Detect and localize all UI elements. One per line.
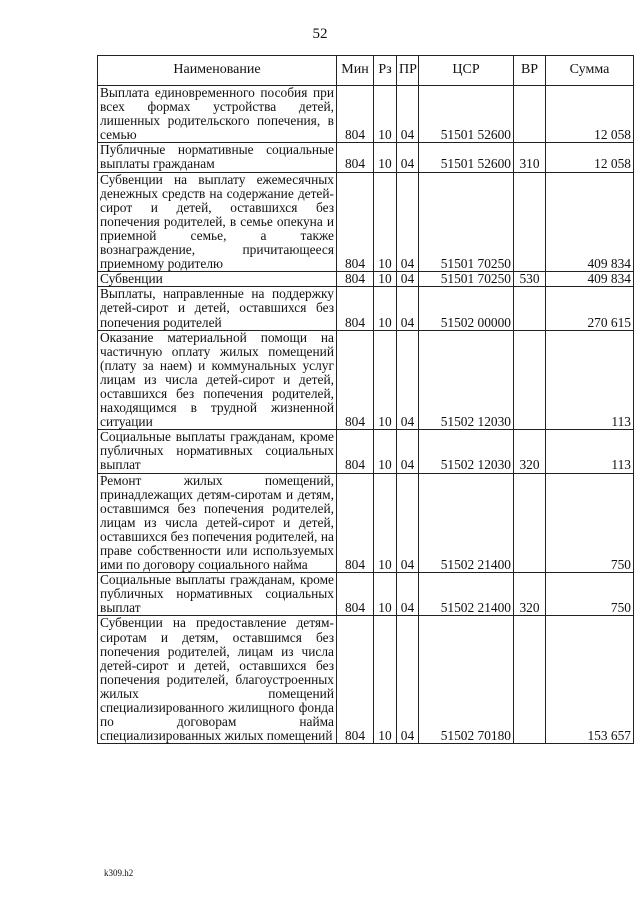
row-csr: 51501 70250 (419, 172, 514, 272)
row-csr: 51502 21400 (419, 473, 514, 573)
table-row (98, 330, 634, 430)
row-name: Публичные нормативные социальные выплаты гражданам (98, 143, 337, 172)
row-csr: 51502 00000 (419, 287, 514, 330)
row-rz: 10 (374, 172, 397, 272)
row-sum: 750 (546, 473, 634, 573)
row-sum: 12 058 (546, 143, 634, 172)
row-csr: 51501 70250 (419, 272, 514, 287)
row-sum: 750 (546, 573, 634, 616)
page-number: 52 (312, 26, 328, 42)
row-rz: 10 (374, 86, 397, 143)
row-rz: 10 (374, 430, 397, 473)
table-header-row (98, 56, 634, 86)
table-row (98, 172, 634, 272)
row-name: Субвенции (98, 272, 337, 287)
row-vr: 320 (514, 573, 546, 616)
row-sum: 409 834 (546, 172, 634, 272)
header-rz: Рз (374, 56, 397, 86)
row-vr (514, 172, 546, 272)
table-row (98, 473, 634, 573)
row-csr: 51502 12030 (419, 330, 514, 430)
row-name: Оказание материальной помощи на частичную оплату жилых помещений (плату за наем) и коммунальных услуг лицам из числа детей-сирот и детей, оставшихся без попечения родителей, находящимся в трудной жизненной ситуации (98, 330, 337, 430)
row-pr: 04 (397, 330, 419, 430)
row-sum: 12 058 (546, 86, 634, 143)
row-pr: 04 (397, 172, 419, 272)
row-rz: 10 (374, 473, 397, 573)
row-min: 804 (337, 86, 374, 143)
row-name: Выплаты, направленные на поддержку детей-сирот и детей, оставшихся без попечения родителей (98, 287, 337, 330)
budget-table (97, 55, 634, 744)
row-sum: 153 657 (546, 616, 634, 744)
row-sum: 409 834 (546, 272, 634, 287)
header-name: Наименование (98, 56, 337, 86)
row-name: Выплата единовременного пособия при всех формах устройства детей, лишенных родительского попечения, в семью (98, 86, 337, 143)
row-rz: 10 (374, 573, 397, 616)
row-vr (514, 330, 546, 430)
table-row (98, 272, 634, 287)
header-vr: ВР (514, 56, 546, 86)
row-min: 804 (337, 616, 374, 744)
row-pr: 04 (397, 272, 419, 287)
row-pr: 04 (397, 430, 419, 473)
table-row (98, 430, 634, 473)
row-name: Субвенции на выплату ежемесячных денежных средств на содержание детей-сирот и детей, оставшихся без попечения родителей, в семье опекуна и приемной семье, а также вознаграждение, причитающееся приемному родителю (98, 172, 337, 272)
row-rz: 10 (374, 143, 397, 172)
table-row (98, 616, 634, 744)
row-vr: 320 (514, 430, 546, 473)
row-vr (514, 287, 546, 330)
row-csr: 51502 70180 (419, 616, 514, 744)
header-pr: ПР (397, 56, 419, 86)
table-row (98, 573, 634, 616)
row-csr: 51501 52600 (419, 86, 514, 143)
row-min: 804 (337, 473, 374, 573)
header-csr: ЦСР (419, 56, 514, 86)
row-sum: 270 615 (546, 287, 634, 330)
row-pr: 04 (397, 573, 419, 616)
table-row (98, 86, 634, 143)
row-vr (514, 86, 546, 143)
row-min: 804 (337, 272, 374, 287)
row-min: 804 (337, 172, 374, 272)
row-vr (514, 473, 546, 573)
row-min: 804 (337, 143, 374, 172)
row-name: Социальные выплаты гражданам, кроме публичных нормативных социальных выплат (98, 430, 337, 473)
row-csr: 51502 21400 (419, 573, 514, 616)
row-min: 804 (337, 430, 374, 473)
row-pr: 04 (397, 287, 419, 330)
row-csr: 51502 12030 (419, 430, 514, 473)
row-vr: 530 (514, 272, 546, 287)
row-name: Социальные выплаты гражданам, кроме публичных нормативных социальных выплат (98, 573, 337, 616)
row-min: 804 (337, 330, 374, 430)
row-min: 804 (337, 573, 374, 616)
row-rz: 10 (374, 272, 397, 287)
row-pr: 04 (397, 143, 419, 172)
row-sum: 113 (546, 430, 634, 473)
row-min: 804 (337, 287, 374, 330)
header-sum: Сумма (546, 56, 634, 86)
row-rz: 10 (374, 616, 397, 744)
row-name: Субвенции на предоставление детям-сиротам и детям, оставшимся без попечения родителей, лицам из числа детей-сирот и детей, оставшихся без попечения родителей, благоустроенных жилых помещений специализированного жилищного фонда по договорам найма специализированных жилых помещений (98, 616, 337, 744)
row-vr: 310 (514, 143, 546, 172)
row-pr: 04 (397, 616, 419, 744)
row-name: Ремонт жилых помещений, принадлежащих детям-сиротам и детям, оставшимся без попечения родителей, лицам из числа детей-сирот и детей, оставшихся без попечения родителей, на праве собственности или используемых ими по договору социального найма (98, 473, 337, 573)
row-rz: 10 (374, 287, 397, 330)
document-code: k309.h2 (104, 868, 134, 878)
row-sum: 113 (546, 330, 634, 430)
row-rz: 10 (374, 330, 397, 430)
row-csr: 51501 52600 (419, 143, 514, 172)
row-pr: 04 (397, 473, 419, 573)
table-row (98, 287, 634, 330)
row-vr (514, 616, 546, 744)
table-row (98, 143, 634, 172)
header-min: Мин (337, 56, 374, 86)
row-pr: 04 (397, 86, 419, 143)
